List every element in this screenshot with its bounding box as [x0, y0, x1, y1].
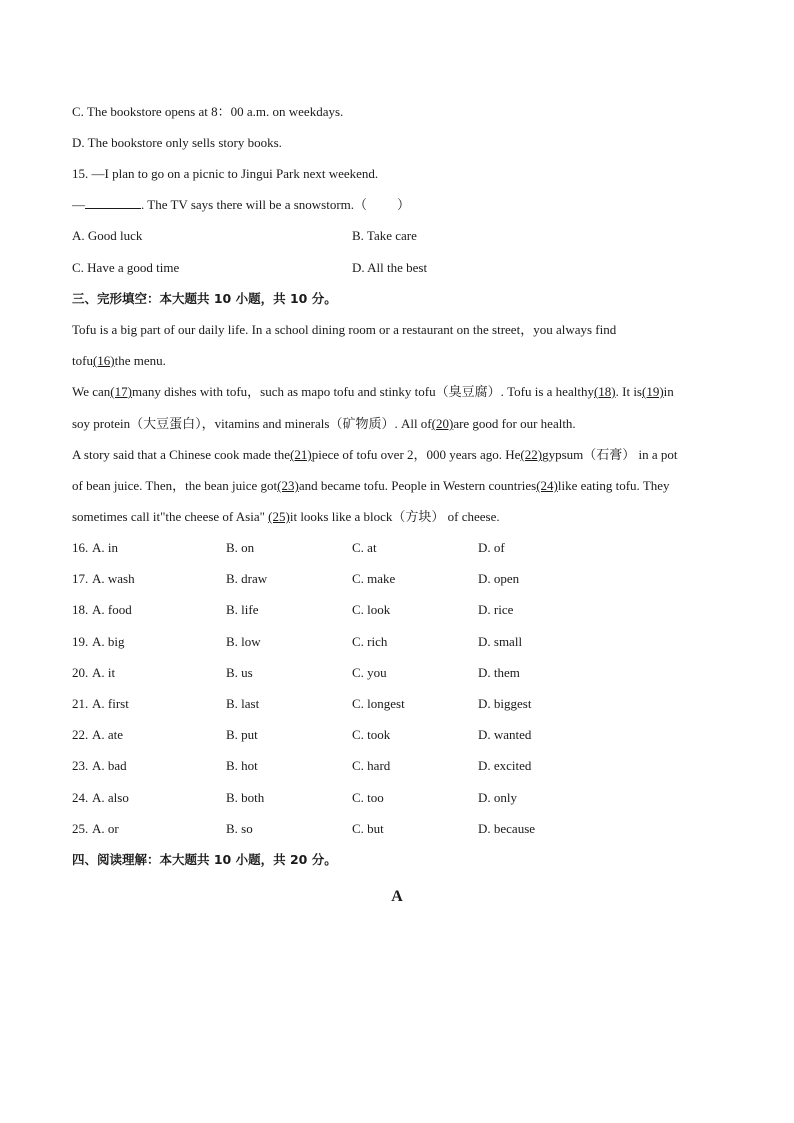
passage-line-4: [72, 416, 576, 432]
question-number: 19.: [72, 633, 89, 649]
q15-option-a: A. Good luck: [72, 228, 143, 243]
question-22-option-d: D. wanted: [478, 727, 532, 743]
question-19-option-c: C. rich: [352, 633, 388, 649]
question-25-option-a: A. or: [92, 820, 119, 836]
question-number: 24.: [72, 789, 89, 805]
question-24-option-b: B. both: [226, 789, 265, 805]
option-c-bookstore: C. The bookstore opens at 8：00 a.m. on weekdays.: [72, 104, 344, 119]
question-17-option-a: A. wash: [92, 571, 135, 587]
passage-line-6: [72, 478, 670, 494]
blank-number: (19): [642, 384, 664, 399]
question-20-option-a: A. it: [92, 664, 116, 680]
passage-text: the menu.: [114, 353, 166, 368]
passage-text: like eating tofu. They: [557, 478, 670, 493]
passage-text: of bean juice. Then，the bean juice got: [72, 478, 278, 493]
question-25-option-b: B. so: [226, 820, 253, 836]
blank-number: (23): [277, 478, 299, 493]
passage-text: piece of tofu over 2，000 years ago. He: [311, 447, 521, 462]
blank-number: (18): [593, 384, 616, 399]
question-15-prompt: 15. —I plan to go on a picnic to Jingui Park next weekend.: [72, 166, 379, 181]
passage-line-2: [72, 353, 166, 369]
passage-line-7: [72, 509, 500, 525]
question-23-option-b: B. hot: [226, 758, 258, 774]
blank-number: (16): [92, 353, 115, 368]
question-19-option-b: B. low: [226, 633, 261, 649]
passage-text: tofu: [72, 353, 93, 368]
question-24-option-a: A. also: [92, 789, 129, 805]
question-number: 16.: [72, 540, 89, 555]
question-25-option-c: C. but: [352, 820, 384, 836]
passage-line-3: [72, 384, 674, 400]
passage-text: many dishes with tofu，such as mapo tofu and stinky tofu（臭豆腐）. Tofu is a healthy: [131, 384, 594, 399]
question-22-option-a: A. ate: [92, 727, 124, 743]
question-18-option-c: C. look: [352, 602, 391, 618]
reply-paren-close: ）: [397, 197, 411, 212]
question-21-option-d: D. biggest: [478, 696, 532, 711]
question-18-option-b: B. life: [226, 602, 259, 618]
reply-text: . The TV says there will be a snowstorm.（: [141, 197, 368, 212]
question-20-option-b: B. us: [226, 664, 253, 680]
option-d-bookstore: D. The bookstore only sells story books.: [72, 135, 282, 150]
question-17-option-c: C. make: [352, 571, 396, 587]
passage-text: A story said that a Chinese cook made the: [72, 447, 291, 462]
question-number: 18.: [72, 602, 89, 618]
question-number: 23.: [72, 758, 89, 774]
passage-line-5: [72, 447, 677, 463]
question-number: 17.: [72, 571, 89, 587]
passage-text: . It is: [615, 384, 642, 399]
blank-number: (21): [290, 447, 312, 462]
question-number: 25.: [72, 820, 89, 836]
question-21-option-b: B. last: [226, 696, 260, 711]
question-number: 22.: [72, 727, 89, 743]
question-16-option-d: D. of: [478, 540, 505, 555]
question-20-option-d: D. them: [478, 664, 520, 680]
question-24-option-d: D. only: [478, 789, 517, 805]
question-16-option-a: A. in: [92, 540, 118, 555]
q15-option-d: D. All the best: [352, 260, 428, 275]
blank-number: (22): [520, 447, 543, 462]
passage-text: it looks like a block（方块） of cheese.: [289, 509, 500, 524]
reading-part-label: A: [391, 888, 403, 905]
passage-text: in: [663, 384, 674, 399]
question-22-option-c: C. took: [352, 727, 391, 743]
question-19-option-a: A. big: [92, 633, 125, 649]
question-18-option-d: D. rice: [478, 602, 514, 618]
question-19-option-d: D. small: [478, 633, 523, 649]
passage-text: sometimes call it"the cheese of Asia": [72, 509, 269, 524]
question-number: 21.: [72, 696, 89, 711]
question-21-option-a: A. first: [92, 696, 129, 711]
passage-text: soy protein（大豆蛋白），vitamins and minerals（矿物质）. All of: [72, 416, 432, 431]
blank-number: (25): [268, 509, 290, 524]
question-15-reply: [72, 197, 410, 213]
question-16-option-c: C. at: [352, 540, 377, 555]
question-22-option-b: B. put: [226, 727, 258, 743]
question-24-option-c: C. too: [352, 789, 384, 805]
section-4-heading: 四、阅读理解：本大题共 10 小题，共 20 分。: [72, 852, 337, 867]
answer-blank[interactable]: [85, 197, 141, 209]
blank-number: (24): [536, 478, 558, 493]
question-17-option-d: D. open: [478, 571, 520, 587]
passage-text: We can: [72, 384, 111, 399]
question-23-option-c: C. hard: [352, 758, 391, 774]
passage-line-1: Tofu is a big part of our daily life. In a school dining room or a restaurant on the street，you always find: [72, 322, 617, 337]
reply-dash: —: [72, 197, 85, 212]
passage-text: gypsum（石膏） in a pot: [542, 447, 678, 462]
question-21-option-c: C. longest: [352, 696, 405, 711]
section-3-heading: 三、完形填空：本大题共 10 小题，共 10 分。: [72, 291, 337, 306]
blank-number: (17): [110, 384, 132, 399]
q15-option-b: B. Take care: [352, 228, 417, 243]
passage-text: are good for our health.: [453, 416, 576, 431]
question-16-option-b: B. on: [226, 540, 255, 555]
question-number: 20.: [72, 664, 89, 680]
question-17-option-b: B. draw: [226, 571, 268, 587]
question-23-option-d: D. excited: [478, 758, 532, 774]
passage-text: and became tofu. People in Western countries: [298, 478, 537, 493]
blank-number: (20): [431, 416, 454, 431]
question-20-option-c: C. you: [352, 664, 387, 680]
q15-option-c: C. Have a good time: [72, 260, 180, 275]
question-25-option-d: D. because: [478, 820, 536, 836]
question-23-option-a: A. bad: [92, 758, 127, 774]
question-18-option-a: A. food: [92, 602, 132, 618]
